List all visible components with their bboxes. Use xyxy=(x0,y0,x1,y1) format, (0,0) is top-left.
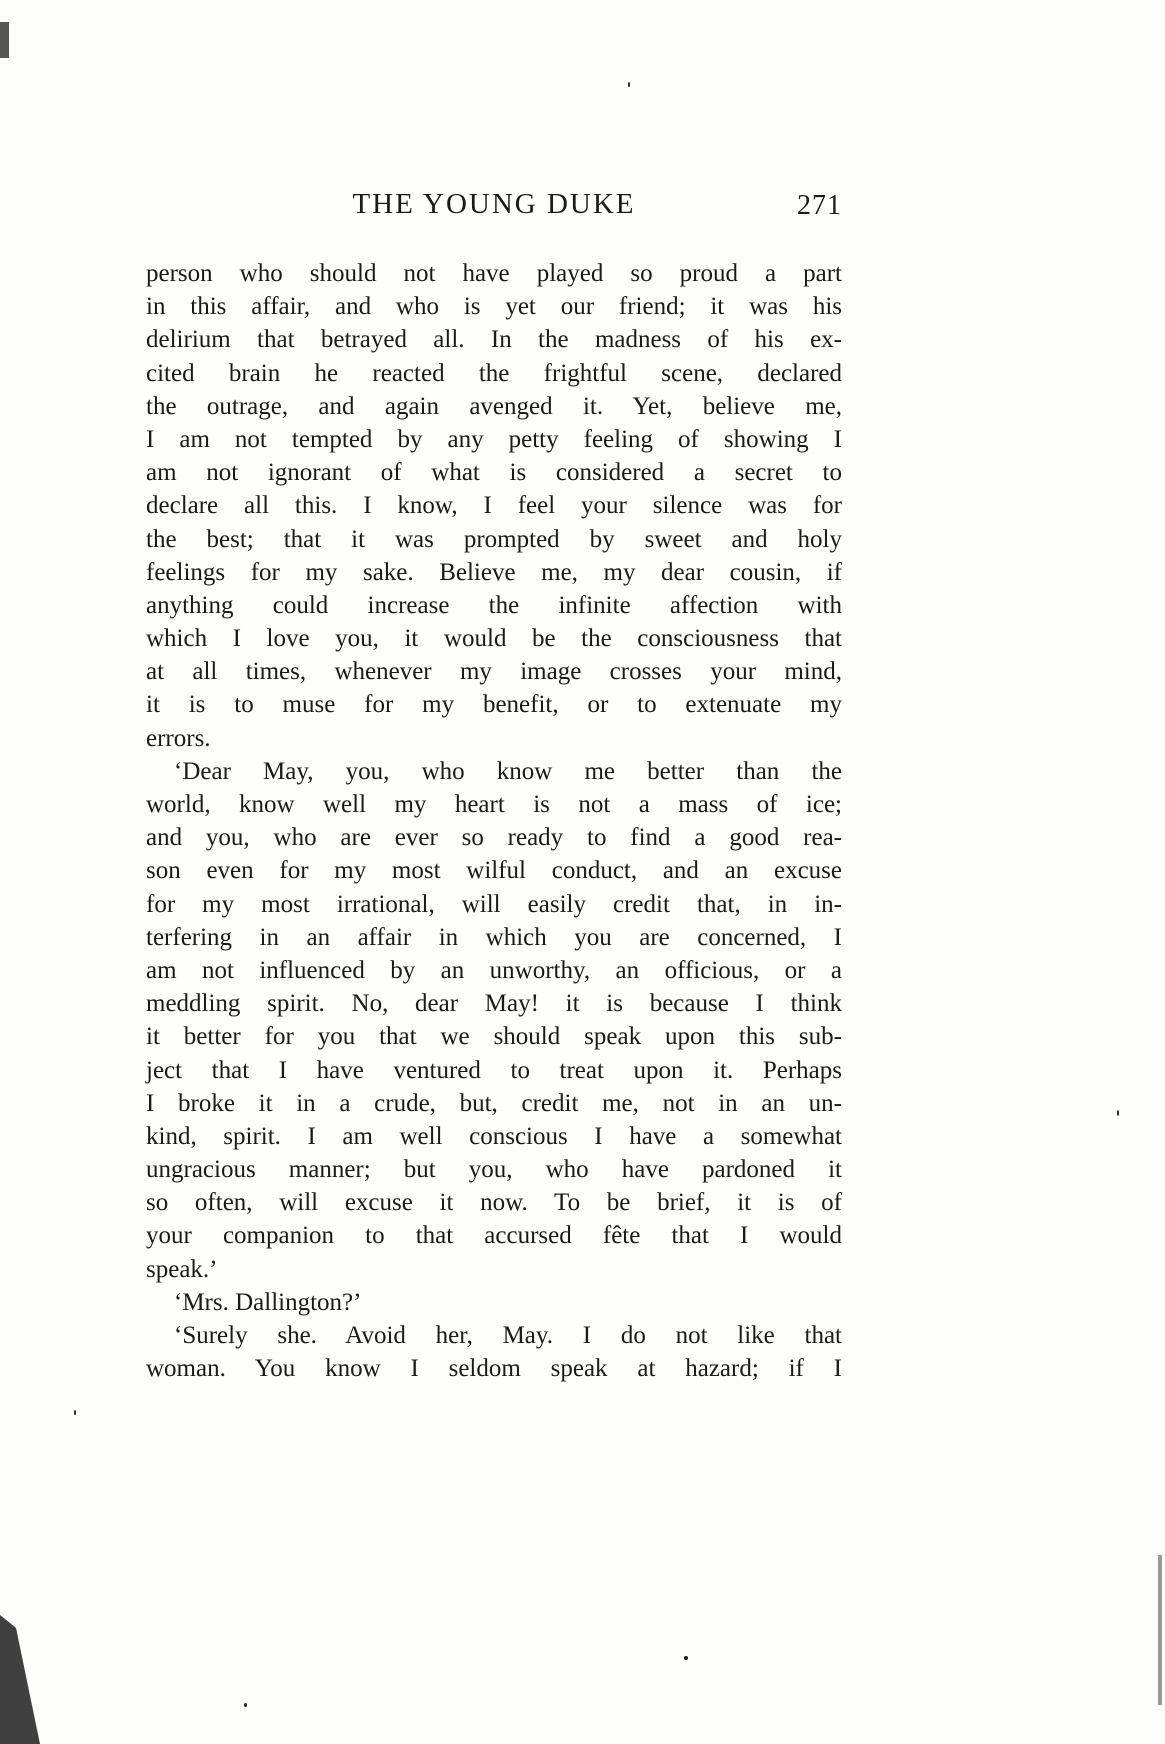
dust-speck xyxy=(684,1656,688,1660)
text-line: ject that I have ventured to treat upon it. Perhaps xyxy=(146,1056,842,1084)
scan-artifact-bottom-left xyxy=(0,1615,40,1744)
text-line: feelings for my sake. Believe me, my dear cousin, if xyxy=(146,558,842,586)
text-line: cited brain he reacted the frightful scene, declared xyxy=(146,359,842,387)
text-line: kind, spirit. I am well conscious I have a somewhat xyxy=(146,1122,842,1150)
running-head xyxy=(146,188,842,228)
text-line: ‘Dear May, you, who know me better than the xyxy=(174,757,842,785)
text-line: ungracious manner; but you, who have pardoned it xyxy=(146,1156,842,1184)
text-line: ‘Mrs. Dallington?’ xyxy=(174,1288,362,1316)
text-line: meddling spirit. No, dear May! it is because I think xyxy=(146,990,842,1018)
text-line: and you, who are ever so ready to find a good rea- xyxy=(146,824,842,852)
body-text xyxy=(146,257,842,1385)
text-line: at all times, whenever my image crosses your mind, xyxy=(146,658,842,686)
text-line: which I love you, it would be the consciousness that xyxy=(146,625,842,653)
text-line: son even for my most wilful conduct, and an excuse xyxy=(146,857,842,885)
text-line: so often, will excuse it now. To be brief, it is of xyxy=(146,1189,842,1217)
page-number: 271 xyxy=(797,190,842,221)
text-line: the best; that it was prompted by sweet and holy xyxy=(146,525,842,553)
text-line: delirium that betrayed all. In the madness of his ex- xyxy=(146,326,842,354)
text-line: your companion to that accursed fête that I would xyxy=(146,1222,842,1250)
text-line: for my most irrational, will easily credit that, in in- xyxy=(146,890,842,918)
text-line: am not influenced by an unworthy, an officious, or a xyxy=(146,956,842,984)
dust-speck xyxy=(74,1410,76,1415)
text-line: ‘Surely she. Avoid her, May. I do not like that xyxy=(174,1322,842,1349)
text-line: declare all this. I know, I feel your silence was for xyxy=(146,492,842,520)
text-line: it is to muse for my benefit, or to extenuate my xyxy=(146,691,842,719)
text-line: the outrage, and again avenged it. Yet, believe me, xyxy=(146,392,842,420)
text-line: it better for you that we should speak upon this sub- xyxy=(146,1023,842,1051)
text-line: speak.’ xyxy=(146,1255,218,1283)
text-line: errors. xyxy=(146,724,211,752)
scan-artifact-right-edge xyxy=(1158,1555,1162,1705)
dust-speck xyxy=(1117,1110,1119,1116)
text-line: I am not tempted by any petty feeling of showing I xyxy=(146,425,842,453)
text-line: terfering in an affair in which you are concerned, I xyxy=(146,923,842,951)
running-title: THE YOUNG DUKE xyxy=(352,188,636,220)
text-line: anything could increase the infinite affection with xyxy=(146,591,842,619)
dust-speck xyxy=(244,1703,247,1707)
text-line: am not ignorant of what is considered a secret to xyxy=(146,459,842,487)
text-line: in this affair, and who is yet our friend; it was his xyxy=(146,293,842,321)
text-line: person who should not have played so proud a part xyxy=(146,260,842,287)
scan-artifact-top-left xyxy=(0,22,9,58)
text-line: I broke it in a crude, but, credit me, not in an un- xyxy=(146,1089,842,1117)
text-line: world, know well my heart is not a mass of ice; xyxy=(146,791,842,818)
text-line: woman. You know I seldom speak at hazard; if I xyxy=(146,1355,842,1383)
dust-speck xyxy=(628,82,630,87)
